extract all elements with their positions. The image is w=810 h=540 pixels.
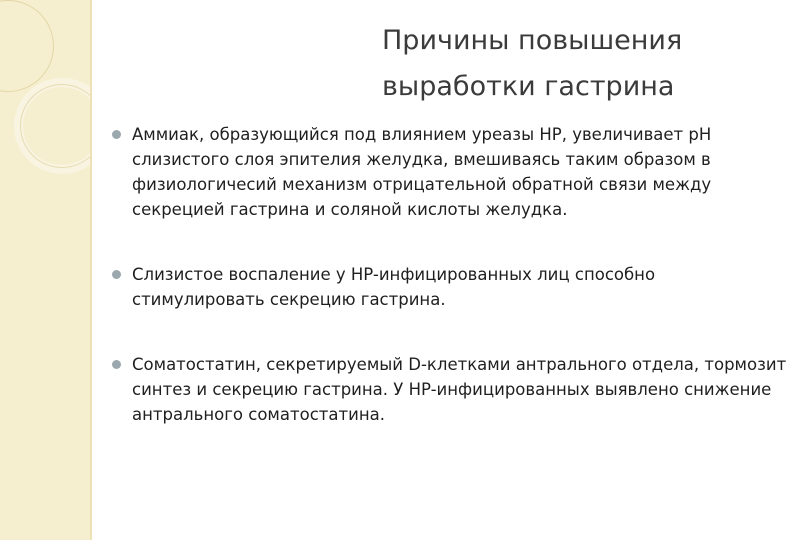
slide-title	[382, 18, 792, 110]
side-divider	[90, 0, 92, 540]
bullet-item-somatostatin	[112, 352, 787, 427]
bullet-dot-icon	[112, 130, 121, 139]
bullet-item-inflammation	[112, 262, 787, 312]
bullet-text: Аммиак, образующийся под влиянием уреазы HP, увеличивает pH слизистого слоя эпителия желудка, вмешиваясь таким образом в физиологичесий механизм отрицательной обратной связи между секрецией гастрина и соляной кислоты желудка.	[132, 125, 712, 219]
bullet-dot-icon	[112, 360, 121, 369]
bullet-text: Соматостатин, секретируемый D-клетками антрального отдела, тормозит синтез и секрецию гастрина. У HP-инфицированных выявлено снижение антрального соматостатина.	[132, 355, 787, 424]
bullet-dot-icon	[112, 270, 121, 279]
slide-title-line-1: Причины повышения	[382, 25, 683, 56]
decorative-circle-icon	[0, 0, 54, 92]
bullet-list	[112, 122, 787, 427]
slide-title-line-2: выработки гастрина	[382, 71, 675, 102]
bullet-text: Слизистое воспаление у HP-инфицированных лиц способно стимулировать секрецию гастрина.	[132, 265, 656, 309]
decorative-side-panel	[0, 0, 90, 540]
bullet-item-ammonia	[112, 122, 787, 222]
